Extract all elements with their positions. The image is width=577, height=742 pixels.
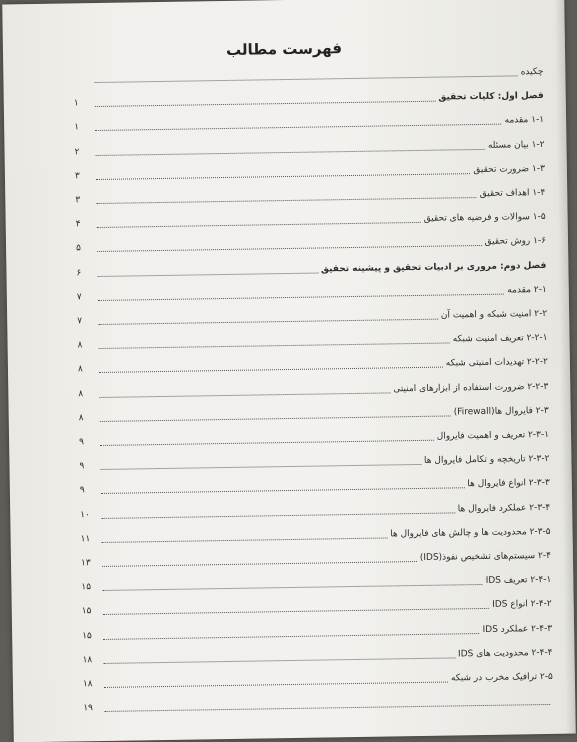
toc-leader-dots: [100, 414, 451, 422]
toc-entry-title: ۲-۴ سیستم‌های تشخیص نفوذ(IDS): [420, 551, 551, 563]
toc-entry: [75, 161, 545, 184]
toc-page-number: ۲: [74, 147, 92, 157]
toc-leader-dots: [102, 536, 388, 542]
toc-entry-title: ۲-۲-۳ ضرورت استفاده از ابزارهای امنیتی: [393, 382, 548, 394]
toc-entry-title: ۱-۶ روش تحقیق: [485, 236, 547, 247]
toc-entry: [82, 620, 552, 643]
toc-entry-title: ۲-۴-۴ محدودیت های IDS: [458, 648, 553, 659]
toc-entry: [79, 451, 549, 474]
toc-entry-title: فصل دوم: مروری بر ادبیات تحقیق و پیشینه تحقیق: [321, 261, 547, 275]
toc-entry: [82, 596, 552, 619]
toc-entry-title: ۲-۱ مقدمه: [507, 285, 547, 296]
toc-entry: [73, 64, 543, 87]
toc-entry: [79, 427, 549, 450]
toc-page-number: ۱۵: [82, 606, 100, 616]
toc-entry: [76, 209, 546, 232]
toc-leader-dots: [96, 172, 470, 180]
toc-leader-dots: [103, 632, 479, 640]
toc-leader-dots: [101, 487, 464, 495]
toc-page-number: ۱۵: [81, 582, 99, 592]
toc-page-number: ۴: [76, 219, 94, 229]
toc-page-number: ۱۸: [83, 679, 101, 689]
toc-page-number: ۱۵: [82, 631, 100, 641]
page-title: فهرست مطالب: [3, 36, 565, 63]
toc-leader-dots: [99, 391, 390, 398]
toc-entry: [74, 88, 544, 111]
toc-entry: [81, 524, 551, 547]
toc-entry: [76, 233, 546, 256]
toc-page-number: ۳: [75, 171, 93, 181]
toc-entry-title: ۲-۲ امنیت شبکه و اهمیت آن: [441, 309, 547, 321]
toc-leader-dots: [95, 100, 436, 107]
toc-entry: [78, 354, 548, 377]
toc-entry: [74, 137, 544, 160]
toc-entry: [77, 306, 547, 329]
toc-entry-title: ۲-۴-۲ انواع IDS: [492, 599, 552, 610]
toc-entry-title: چکیده: [521, 67, 544, 77]
toc-page-number: ۹: [79, 461, 97, 471]
toc-entry-title: ۲-۳-۳ انواع فایروال ها: [467, 478, 550, 489]
toc-leader-dots: [104, 656, 456, 664]
toc-entry-title: ۲-۳-۴ عملکرد فایروال ها: [458, 503, 551, 514]
toc-entry-title: ۲-۲-۲ تهدیدات امنیتی شبکه: [446, 357, 548, 369]
toc-page-number: ۷: [77, 316, 95, 326]
toc-page-number: ۳: [75, 195, 93, 205]
toc-leader-dots: [102, 583, 482, 591]
toc-page-number: ۸: [78, 389, 96, 399]
toc-entry: [81, 572, 551, 595]
toc-entry-title: ۲-۳-۱ تعریف و اهمیت فایروال: [437, 430, 549, 442]
toc-entry-title: ۱-۳ ضرورت تحقیق: [473, 164, 545, 175]
page-edge-shadow: [554, 0, 576, 734]
toc-leader-dots: [96, 196, 476, 204]
toc-leader-dots: [96, 147, 485, 155]
toc-page-number: ۱۸: [82, 655, 100, 665]
toc-leader-dots: [98, 318, 438, 325]
toc-page-number: ۹: [80, 485, 98, 495]
toc-entry-title: ۱-۵ سوالات و فرضیه های تحقیق: [424, 212, 546, 224]
toc-leader-dots: [97, 221, 421, 228]
toc-leader-dots: [98, 292, 504, 300]
toc-entry: [77, 330, 547, 353]
toc-leader-dots: [101, 511, 455, 519]
toc-page-number: ۶: [76, 268, 94, 278]
toc-entry: [78, 379, 548, 402]
toc-page-number: ۸: [79, 413, 97, 423]
toc-page-number: ۱: [74, 98, 92, 108]
toc-entry-title: ۲-۴-۳ عملکرد IDS: [483, 623, 553, 634]
toc-entry-title: ۲-۳ فایروال ها(Firewall): [454, 406, 549, 417]
toc-page-number: ۱۳: [81, 558, 99, 568]
toc-entry: [80, 500, 550, 523]
toc-page-number: ۸: [78, 364, 96, 374]
toc-leader-dots: [102, 560, 417, 567]
toc-page-number: ۱۰: [80, 510, 98, 520]
toc-entry: [82, 645, 552, 668]
toc-page-number: ۷: [77, 292, 95, 302]
toc-leader-dots: [101, 463, 422, 470]
toc-entry: [77, 282, 547, 305]
toc-page-number: ۱۹: [83, 703, 101, 713]
toc-page-number: ۹: [79, 437, 97, 447]
toc-entry-title: ۲-۵ ترافیک مخرب در شبکه: [451, 672, 553, 684]
toc-leader-dots: [97, 244, 482, 252]
toc-leader-dots: [100, 439, 434, 446]
toc-entry-title: ۲-۲-۱ تعریف امنیت شبکه: [453, 333, 548, 344]
toc-leader-dots: [94, 74, 517, 83]
toc-entry: [75, 185, 545, 208]
toc-leader-dots: [103, 607, 489, 615]
toc-page-number: ۸: [78, 340, 96, 350]
toc-entry-title: ۱-۴ اهداف تحقیق: [480, 188, 546, 199]
document-page: [2, 0, 576, 742]
toc-leader-dots: [104, 681, 448, 688]
toc-entry: [74, 112, 544, 135]
toc-leader-dots: [97, 271, 318, 276]
toc-entry-title: ۲-۴-۱ تعریف IDS: [486, 575, 552, 586]
toc-entry-title: ۲-۳-۲ تاریخچه و تکامل فایروال ها: [424, 454, 550, 466]
toc-entry: [83, 693, 553, 716]
toc-leader-dots: [95, 123, 501, 131]
toc-leader-dots: [104, 703, 550, 712]
toc-entry: [81, 548, 551, 571]
toc-entry-title: ۱-۱ مقدمه: [505, 115, 545, 126]
toc-entry: [76, 258, 546, 281]
toc-page-number: ۱۱: [81, 534, 99, 544]
toc-entry-title: ۱-۲ بیان مسئله: [488, 140, 545, 151]
toc-entry: [83, 669, 553, 692]
toc-leader-dots: [99, 342, 450, 350]
toc-page-number: ۱: [74, 122, 92, 132]
toc-page-number: ۵: [76, 243, 94, 253]
toc-entry-title: فصل اول: کلیات تحقیق: [438, 91, 544, 103]
toc-leader-dots: [99, 366, 443, 373]
toc-entry: [80, 475, 550, 498]
toc-entry: [79, 403, 549, 426]
toc-entry-title: ۲-۳-۵ محدودیت ها و چالش های فایروال ها: [390, 527, 550, 540]
